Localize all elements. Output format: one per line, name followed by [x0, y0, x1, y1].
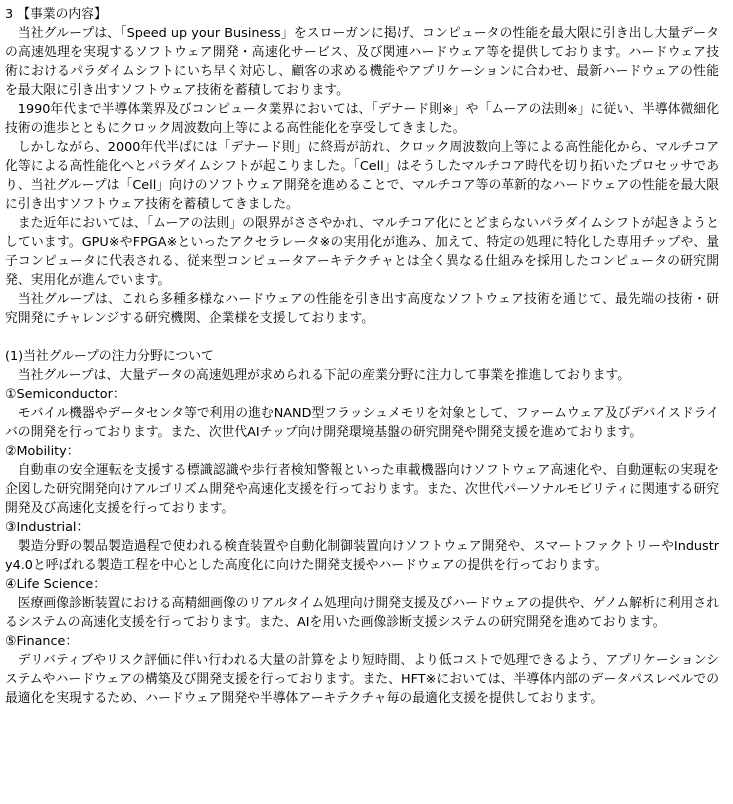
- field-body-finance: デリバティブやリスク評価に伴い行われる大量の計算をより短時間、より低コストで処理できるよう、アプリケーションシステムやハードウェアの構築及び開発支援を行っております。また、HFT※においては、半導体内部のデータパスレベルでの最適化を実現するため、ハードウェア開発や半導体アーキテクチャ毎の最適化支援を提供しております。: [5, 653, 719, 706]
- subsection-lead: 当社グループは、大量データの高速処理が求められる下記の産業分野に注力して事業を推進しております。: [17, 368, 630, 383]
- field-heading-life-science: ④Life Science：: [5, 577, 107, 592]
- intro-paragraph-4: また近年においては、「ムーアの法則」の限界がささやかれ、マルチコア化にとどまらないパラダイムシフトが起きようとしています。GPU※やFPGA※といったアクセラレータ※の実用化が進み、加えて、特定の処理に特化した専用チップや、量子コンピュータに代表される、従来型コンピュータアーキテクチャとは全く異なる仕組みを採用したコンピュータの研究開発、実用化が進んでいます。: [5, 216, 719, 288]
- field-body-industrial: 製造分野の製品製造過程で使われる検査装置や自動化制御装置向けソフトウェア開発や、スマートファクトリーやIndustry4.0と呼ばれる製造工程を中心とした高度化に向けた開発支援やハードウェアの提供を行っております。: [5, 539, 719, 573]
- section-title: 3 【事業の内容】: [5, 7, 107, 22]
- field-body-mobility: 自動車の安全運転を支援する標識認識や歩行者検知警報といった車載機器向けソフトウェア高速化や、自動運転の実現を企図した研究開発向けアルゴリズム開発や高速化支援を行っております。また、次世代パーソナルモビリティに関連する研究開発及び高速化支援を行っております。: [5, 463, 719, 516]
- intro-paragraph-3: しかしながら、2000年代半ばには「デナード則」に終焉が訪れ、クロック周波数向上等による高性能化から、マルチコア化等による高性能化へとパラダイムシフトが起こりました。「Cell」はそうしたマルチコア時代を切り拓いたプロセッサであり、当社グループは「Cell」向けのソフトウェア開発を進めることで、マルチコア等の革新的なハードウェアの性能を最大限に引き出すソフトウェア技術を蓄積してきました。: [5, 140, 719, 212]
- intro-paragraph-2: 1990年代まで半導体業界及びコンピュータ業界においては、「デナード則※」や「ムーアの法則※」に従い、半導体微細化技術の進歩とともにクロック周波数向上等による高性能化を享受してきました。: [5, 102, 719, 136]
- field-body-semiconductor: モバイル機器やデータセンタ等で利用の進むNAND型フラッシュメモリを対象として、ファームウェア及びデバイスドライバの開発を行っております。また、次世代AIチップ向け開発環境基盤の研究開発や開発支援を進めております。: [5, 406, 719, 440]
- field-heading-industrial: ③Industrial：: [5, 520, 90, 535]
- field-body-life-science: 医療画像診断装置における高精細画像のリアルタイム処理向け開発支援及びハードウェアの提供や、ゲノム解析に利用されるシステムの高速化支援を行っております。また、AIを用いた画像診断支援システムの研究開発を進めております。: [5, 596, 719, 630]
- intro-paragraph-1: 当社グループは、「Speed up your Business」をスローガンに掲げ、コンピュータの性能を最大限に引き出し大量データの高速処理を実現するソフトウェア開発・高速化サービス、及び関連ハードウェア等を提供しております。ハードウェア技術におけるパラダイムシフトにいち早く対応し、顧客の求める機能やアプリケーションに合わせ、最新ハードウェアの性能を最大限に引き出すソフトウェア技術を蓄積しております。: [5, 26, 719, 98]
- field-heading-finance: ⑤Finance：: [5, 634, 79, 649]
- paragraph-gap: [5, 328, 719, 347]
- subsection-title: (1)当社グループの注力分野について: [5, 349, 214, 364]
- intro-paragraph-5: 当社グループは、これら多種多様なハードウェアの性能を引き出す高度なソフトウェア技術を通じて、最先端の技術・研究開発にチャレンジする研究機関、企業様を支援しております。: [5, 292, 719, 326]
- field-heading-semiconductor: ①Semiconductor：: [5, 387, 126, 402]
- field-heading-mobility: ②Mobility：: [5, 444, 80, 459]
